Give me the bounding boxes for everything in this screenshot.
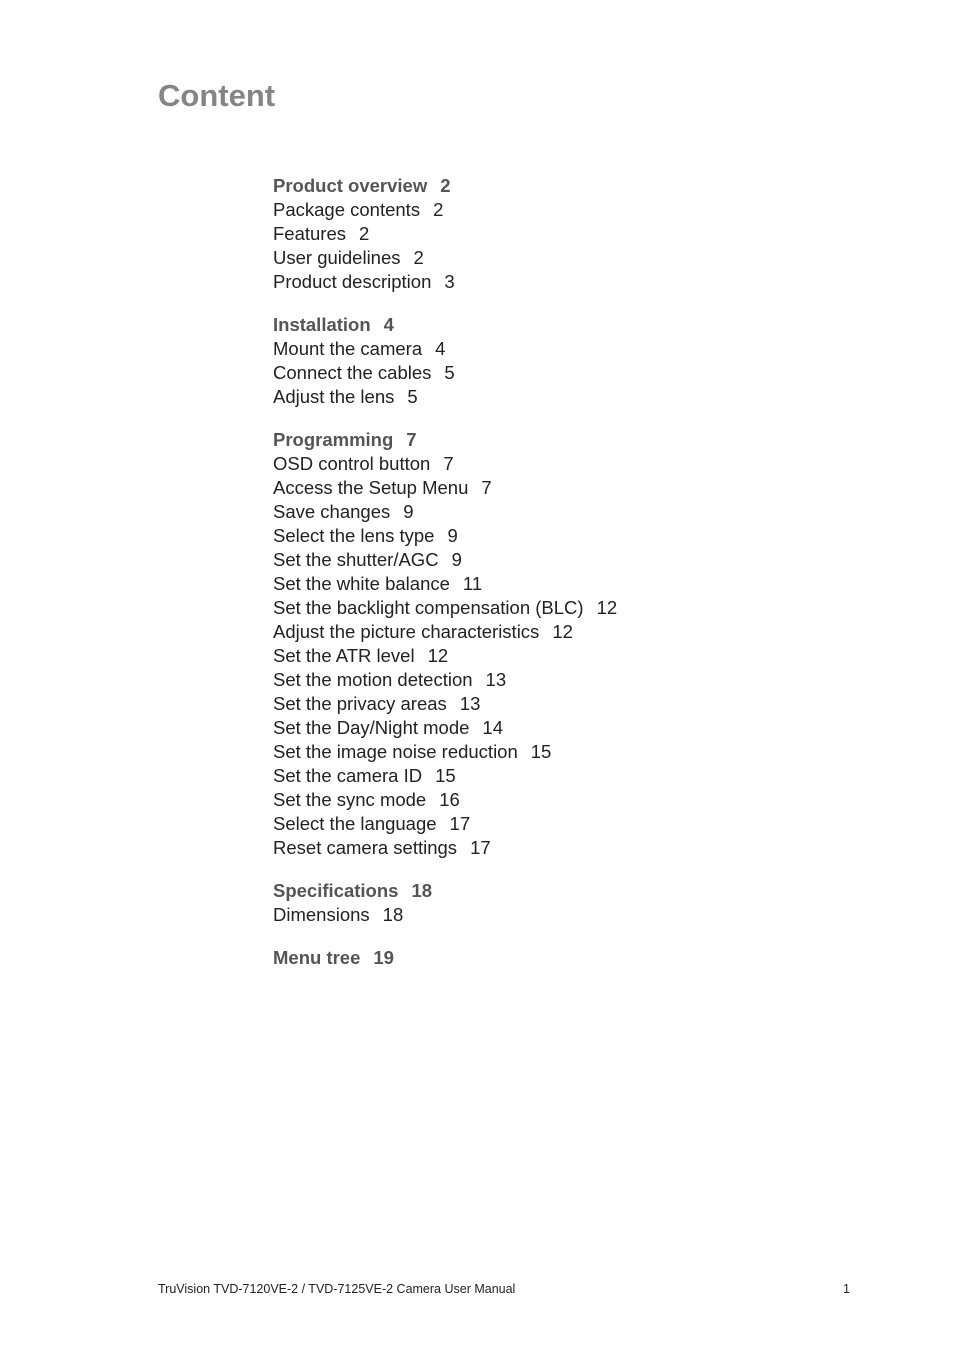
toc-entry-page-number: 14 [482,717,503,738]
toc-entry-text: Set the camera ID [273,765,423,786]
toc-entry-text: Access the Setup Menu [273,477,469,498]
toc-entry-text: Adjust the picture characteristics [273,621,540,642]
toc-entry-text: User guidelines [273,247,401,268]
toc-entry[interactable] [273,361,893,385]
toc-entry-page-number: 15 [530,741,552,762]
toc-entry-page-number: 5 [444,362,455,383]
page-title: Content [158,78,276,113]
toc-heading[interactable] [273,946,893,970]
toc-entry-page-number: 3 [444,271,455,292]
toc-heading-page-number: 18 [411,880,433,901]
toc-entry-page-number: 13 [485,669,507,690]
toc-heading-text: Product overview [273,175,428,196]
toc-entry-page-number: 11 [462,573,483,594]
toc-entry[interactable] [273,198,893,222]
toc-entry[interactable] [273,903,893,927]
toc-entry-text: Package contents [273,199,421,220]
toc-heading[interactable] [273,428,893,452]
toc-section [273,946,893,970]
toc-entry-text: Set the ATR level [273,645,415,666]
toc-entry[interactable] [273,270,893,294]
toc-entry-page-number: 15 [435,765,456,786]
toc-entry-page-number: 5 [407,386,418,407]
toc-entry[interactable] [273,836,893,860]
toc-entry-page-number: 17 [449,813,471,834]
toc-entry-text: OSD control button [273,453,431,474]
toc-heading-text: Menu tree [273,947,361,968]
toc-entry-page-number: 18 [382,904,404,925]
toc-entry[interactable] [273,764,893,788]
toc-heading-page-number: 19 [373,947,394,968]
toc-heading-text: Installation [273,314,371,335]
toc-entry[interactable] [273,812,893,836]
toc-entry-page-number: 12 [552,621,573,642]
toc-entry[interactable] [273,668,893,692]
toc-entry[interactable] [273,500,893,524]
footer-page-number: 1 [843,1282,850,1296]
toc-entry[interactable] [273,337,893,361]
toc-entry[interactable] [273,644,893,668]
toc-entry-text: Select the lens type [273,525,435,546]
toc-entry[interactable] [273,452,893,476]
toc-entry-text: Set the white balance [273,573,450,594]
toc-entry-page-number: 9 [447,525,458,546]
toc-entry[interactable] [273,572,893,596]
toc-entry-text: Reset camera settings [273,837,458,858]
toc-entry-page-number: 12 [596,597,618,618]
toc-entry[interactable] [273,385,893,409]
toc-heading-page-number: 2 [440,175,451,196]
toc-entry-text: Dimensions [273,904,370,925]
toc-entry-text: Set the shutter/AGC [273,549,439,570]
toc-entry-text: Connect the cables [273,362,432,383]
toc-section [273,879,893,927]
toc-entry[interactable] [273,476,893,500]
toc-entry-text: Mount the camera [273,338,423,359]
toc-entry-page-number: 16 [439,789,460,810]
toc-entry-page-number: 2 [413,247,424,268]
toc-entry[interactable] [273,620,893,644]
toc-heading-page-number: 4 [383,314,394,335]
footer-title: TruVision TVD-7120VE-2 / TVD-7125VE-2 Camera User Manual [158,1282,516,1296]
toc-heading-text: Specifications [273,880,399,901]
toc-entry-text: Set the backlight compensation (BLC) [273,597,584,618]
toc-section [273,174,893,294]
toc-heading-text: Programming [273,429,394,450]
toc-entry[interactable] [273,740,893,764]
toc-heading[interactable] [273,313,893,337]
page-footer [158,1281,852,1297]
toc-entry-page-number: 13 [459,693,481,714]
toc-section [273,313,893,409]
toc-entry-page-number: 7 [481,477,492,498]
toc-heading-page-number: 7 [406,429,417,450]
toc-entry-text: Set the motion detection [273,669,473,690]
toc-entry[interactable] [273,788,893,812]
toc-entry-page-number: 9 [403,501,414,522]
toc-entry-page-number: 4 [435,338,446,359]
toc-entry[interactable] [273,524,893,548]
toc-entry-text: Features [273,223,347,244]
toc-entry[interactable] [273,716,893,740]
toc-entry-text: Set the sync mode [273,789,427,810]
toc-entry-page-number: 2 [433,199,444,220]
toc-entry-page-number: 7 [443,453,454,474]
toc-entry-text: Set the privacy areas [273,693,447,714]
toc-entry-text: Adjust the lens [273,386,395,407]
toc-heading[interactable] [273,879,893,903]
toc-entry-text: Save changes [273,501,391,522]
toc-entry-text: Product description [273,271,432,292]
toc-entry-page-number: 9 [451,549,462,570]
toc-entry-page-number: 2 [359,223,370,244]
toc-entry-page-number: 12 [427,645,449,666]
toc-entry[interactable] [273,246,893,270]
toc-heading[interactable] [273,174,893,198]
toc-entry[interactable] [273,692,893,716]
toc-entry-text: Select the language [273,813,437,834]
toc-entry[interactable] [273,596,893,620]
toc-entry-page-number: 17 [470,837,491,858]
toc-entry[interactable] [273,222,893,246]
toc-entry[interactable] [273,548,893,572]
toc-entry-text: Set the image noise reduction [273,741,518,762]
table-of-contents [273,174,893,989]
toc-entry-text: Set the Day/Night mode [273,717,470,738]
toc-section [273,428,893,860]
